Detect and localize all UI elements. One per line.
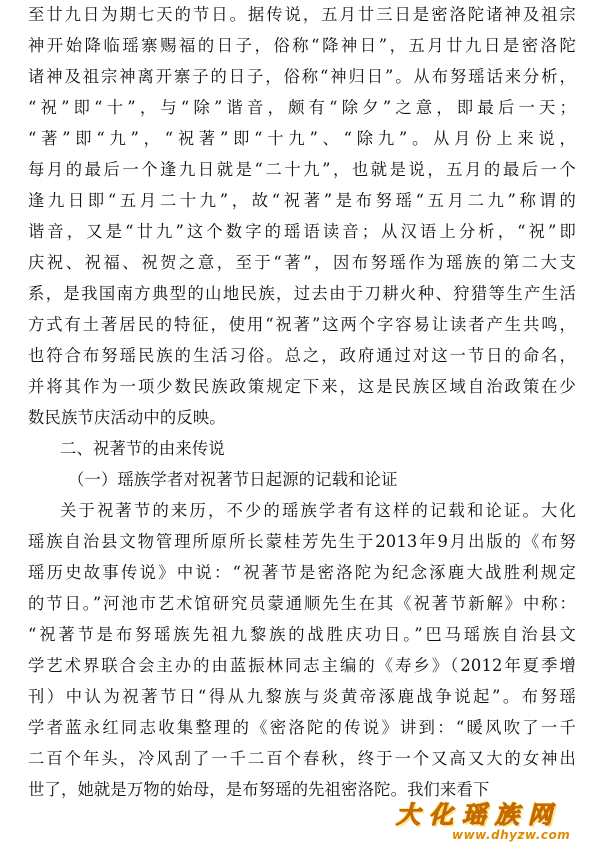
body-text-line: 庆祝、祝福、祝贺之意，至于“著”，因布努瑶作为瑶族的第二大支 (28, 253, 576, 272)
body-text-line: 诸神及祖宗神离开寨子的日子，俗称“神归日”。从布努瑶话来分析， (28, 67, 576, 86)
body-text-line: 学艺术界联合会主办的由蓝振林同志主编的《寿乡》（2012年夏季增 (28, 656, 576, 675)
subsection-heading: （一）瑶族学者对祝著节日起源的记载和论证 (68, 470, 398, 489)
body-text-line: 也符合布努瑶民族的生活习俗。总之，政府通过对这一节日的命名， (28, 346, 576, 365)
body-text-line: 刊）中认为祝著节日“得从九黎族与炎黄帝涿鹿战争说起”。布努瑶 (28, 687, 576, 706)
body-text-line: 瑶族自治县文物管理所原所长蒙桂芳先生于2013年9月出版的《布努 (28, 532, 576, 551)
body-text-line: 世了，她就是万物的始母，是布努瑶的先祖密洛陀。我们来看下 (28, 780, 490, 799)
body-text-line: 二百个年头，冷风刮了一千二百个春秋，终于一个又高又大的女神出 (28, 749, 576, 768)
body-text-line: “祝著节是布努瑶族先祖九黎族的战胜庆功日。”巴马瑶族自治县文 (28, 625, 576, 644)
section-heading: 二、祝著节的由来传说 (60, 439, 225, 458)
body-text-line: 的节日。”河池市艺术馆研究员蒙通顺先生在其《祝著节新解》中称： (28, 594, 576, 613)
site-watermark (388, 800, 588, 846)
body-text-line: 至廿九日为期七天的节日。据传说，五月廿三日是密洛陀诸神及祖宗 (28, 5, 576, 24)
body-text-line: 瑶历史故事传说》中说：“祝著节是密洛陀为纪念涿鹿大战胜利规定 (28, 563, 576, 582)
body-text-line: 每月的最后一个逢九日就是“二十九”，也就是说，五月的最后一个 (28, 160, 576, 179)
body-text-line: 方式有土著居民的特征，使用“祝著”这两个字容易让读者产生共鸣， (28, 315, 576, 334)
body-text-line: 神开始降临瑶寨赐福的日子，俗称“降神日”，五月廿九日是密洛陀 (28, 36, 576, 55)
watermark-url: www.dhyzw.com (452, 828, 571, 842)
body-text-line: 关于祝著节的来历，不少的瑶族学者有这样的记载和论证。大化 (60, 501, 576, 520)
body-text-line: 并将其作为一项少数民族政策规定下来，这是民族区域自治政策在少 (28, 377, 576, 396)
body-text-line: 系，是我国南方典型的山地民族，过去由于刀耕火种、狩猎等生产生活 (28, 284, 576, 303)
body-text-line: “著”即“九”，“祝著”即“十九”、“除九”。从月份上来说， (28, 129, 576, 148)
body-text-line: 谐音，又是“廿九”这个数字的瑶语读音；从汉语上分析，“祝”即 (28, 222, 576, 241)
body-text-line: 学者蓝永红同志收集整理的《密洛陀的传说》讲到：“暖风吹了一千 (28, 718, 576, 737)
body-text-line: 逢九日即“五月二十九”，故“祝著”是布努瑶“五月二九”称谓的 (28, 191, 576, 210)
watermark-logo-text: 大化瑶族网 (396, 801, 561, 829)
body-text-line: 数民族节庆活动中的反映。 (28, 408, 226, 427)
body-text-line: “祝”即“十”，与“除”谐音，颇有“除夕”之意，即最后一天； (28, 98, 576, 117)
